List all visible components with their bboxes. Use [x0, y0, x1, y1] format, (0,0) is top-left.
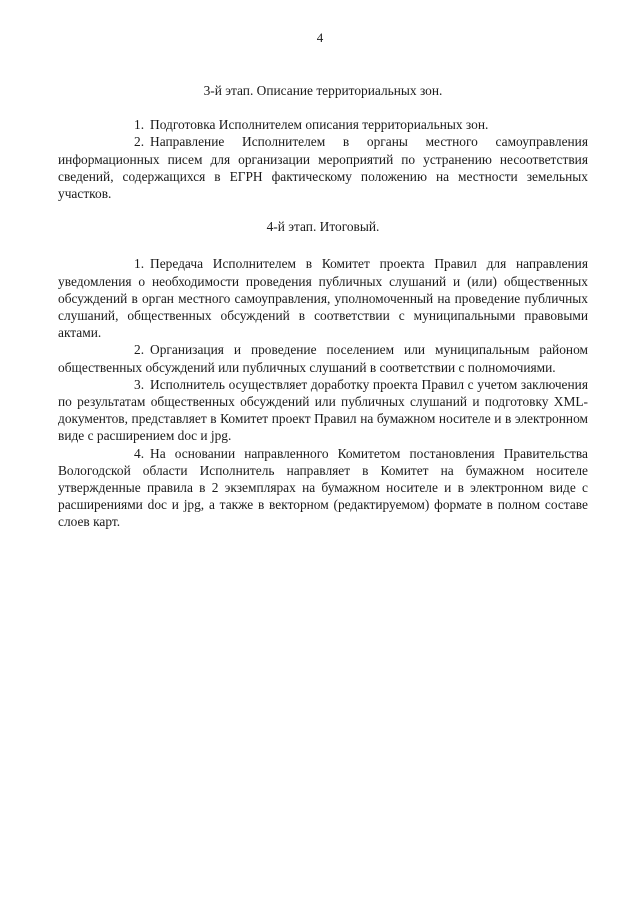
- stage4-item-2: [58, 341, 588, 375]
- stage4-item-1: [58, 255, 588, 341]
- stage4-item-1-text: Передача Исполнителем в Комитет проекта Правил для направления уведомления о необходимости проведения публичных слушаний и (или) общественных обсуждений в орган местного самоуправления, уполномоченный на проведение публичных слушаний, общественных обсуждений в соответствии с муниципальными правовыми актами.: [58, 256, 588, 341]
- stage4-item-3-text: Исполнитель осуществляет доработку проекта Правил с учетом заключения по результатам общественных обсуждений или публичных слушаний и подготовку XML-документов, представляет в Комитет проект Правил на бумажном носителе и в электронном виде с расширением doc и jpg.: [58, 376, 588, 444]
- document-body: [58, 82, 588, 531]
- stage3-item-1: [58, 116, 588, 133]
- page-number: 4: [316, 30, 324, 45]
- stage3-item-1-number: 1.: [134, 117, 145, 133]
- stage4-item-1-number: 1.: [134, 256, 145, 272]
- stage3-item-2: [58, 133, 588, 202]
- stage4-item-4: [58, 445, 588, 531]
- stage4-item-2-number: 2.: [134, 342, 145, 358]
- stage4-item-2-text: Организация и проведение поселением или муниципальным районом общественных обсуждений или публичных слушаний в соответствии с полномочиями.: [58, 342, 588, 375]
- stage4-item-3-number: 3.: [134, 376, 145, 392]
- stage3-heading: 3-й этап. Описание территориальных зон.: [203, 83, 443, 98]
- stage4-item-4-number: 4.: [134, 445, 145, 461]
- stage3-item-2-number: 2.: [134, 134, 145, 150]
- stage3-item-2-text: Направление Исполнителем в органы местного самоуправления информационных писем для организации мероприятий по устранению несоответствия сведений, содержащихся в ЕГРН фактическому положению на местности земельных участков.: [58, 134, 588, 202]
- stage3-item-1-text: Подготовка Исполнителем описания территориальных зон.: [150, 117, 489, 133]
- stage4-item-3: [58, 376, 588, 445]
- stage4-heading: 4-й этап. Итоговый.: [266, 219, 380, 235]
- stage4-item-4-text: На основании направленного Комитетом постановления Правительства Вологодской области Исполнитель направляет в Комитет на бумажном носителе утвержденные правила в 2 экземплярах на бумажном носителе и в электронном виде с расширениями doc и jpg, а также в векторном (редактируемом) формате в полном составе слоев карт.: [58, 445, 588, 530]
